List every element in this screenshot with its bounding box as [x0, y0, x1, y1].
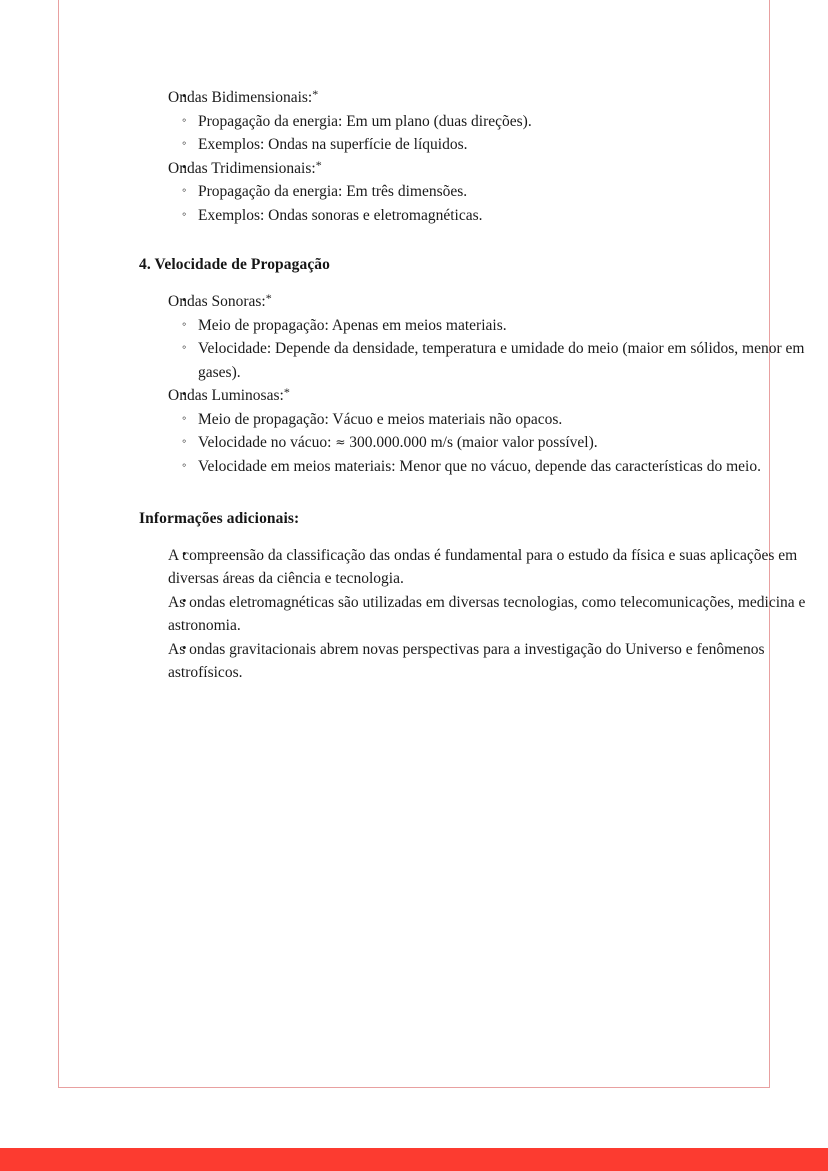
- list-item: [139, 591, 807, 638]
- list-item: ◦ Velocidade: Depende da densidade, temperatura e umidade do meio (maior em sólidos, menor em gases).: [168, 337, 807, 384]
- approximately-equal-icon: ≈: [335, 435, 346, 450]
- velocity-sublist: [168, 408, 807, 479]
- velocity-list: [139, 290, 807, 478]
- list-item: ◦ Velocidade em meios materiais: Menor que no vácuo, depende das características do meio.: [168, 455, 807, 479]
- footnote-star: *: [312, 87, 319, 102]
- velocity-sublist: [168, 314, 807, 385]
- list-item: ◦ Meio de propagação: Apenas em meios materiais.: [168, 314, 807, 338]
- list-item: [139, 384, 807, 478]
- footnote-star: *: [315, 157, 322, 172]
- list-item: [139, 638, 807, 685]
- list-item: [168, 431, 807, 455]
- bullet-text: • As ondas eletromagnéticas são utilizadas em diversas tecnologias, como telecomunicações, medicina e astronomia.: [168, 591, 807, 638]
- light-speed-value: 300.000.000 m/s (maior valor possível).: [345, 434, 598, 452]
- bullet-title: Ondas Luminosas:: [168, 387, 284, 405]
- additional-info-list: [139, 544, 807, 685]
- dimension-sublist: [168, 180, 807, 227]
- bullet-text: • A compreensão da classificação das ondas é fundamental para o estudo da física e suas aplicações em diversas áreas da ciência e tecnologia.: [168, 544, 807, 591]
- section-heading: 4. Velocidade de Propagação: [139, 256, 331, 274]
- bullet-title: Ondas Tridimensionais:: [168, 159, 316, 177]
- list-item: [139, 290, 807, 384]
- dimension-sublist: [168, 110, 807, 157]
- list-item: [139, 157, 807, 228]
- bullet-title-row: [168, 384, 807, 408]
- list-item: ◦ Propagação da energia: Em um plano (duas direções).: [168, 110, 807, 134]
- list-item: [139, 544, 807, 591]
- bullet-text: • As ondas gravitacionais abrem novas perspectivas para a investigação do Universo e fenômenos astrofísicos.: [168, 638, 807, 685]
- list-item: [139, 86, 807, 157]
- document-content: [139, 72, 807, 685]
- footnote-star: *: [283, 385, 290, 400]
- dimension-list: [139, 86, 807, 227]
- bullet-title-row: [168, 157, 807, 181]
- page-frame: [58, 0, 806, 1088]
- additional-info-heading: Informações adicionais:: [139, 509, 300, 527]
- list-item: ◦ Exemplos: Ondas na superfície de líquidos.: [168, 133, 807, 157]
- bullet-title-row: [168, 86, 807, 110]
- bullet-title: Ondas Sonoras:: [168, 293, 266, 311]
- list-item: ◦ Meio de propagação: Vácuo e meios materiais não opacos.: [168, 408, 807, 432]
- light-speed-prefix: Velocidade no vácuo:: [198, 434, 336, 452]
- footer-accent-bar: [0, 1148, 828, 1171]
- list-item: ◦ Exemplos: Ondas sonoras e eletromagnéticas.: [168, 204, 807, 228]
- footnote-star: *: [265, 291, 272, 306]
- bullet-title-row: [168, 290, 807, 314]
- list-item: ◦ Propagação da energia: Em três dimensões.: [168, 180, 807, 204]
- bullet-title: Ondas Bidimensionais:: [168, 89, 313, 106]
